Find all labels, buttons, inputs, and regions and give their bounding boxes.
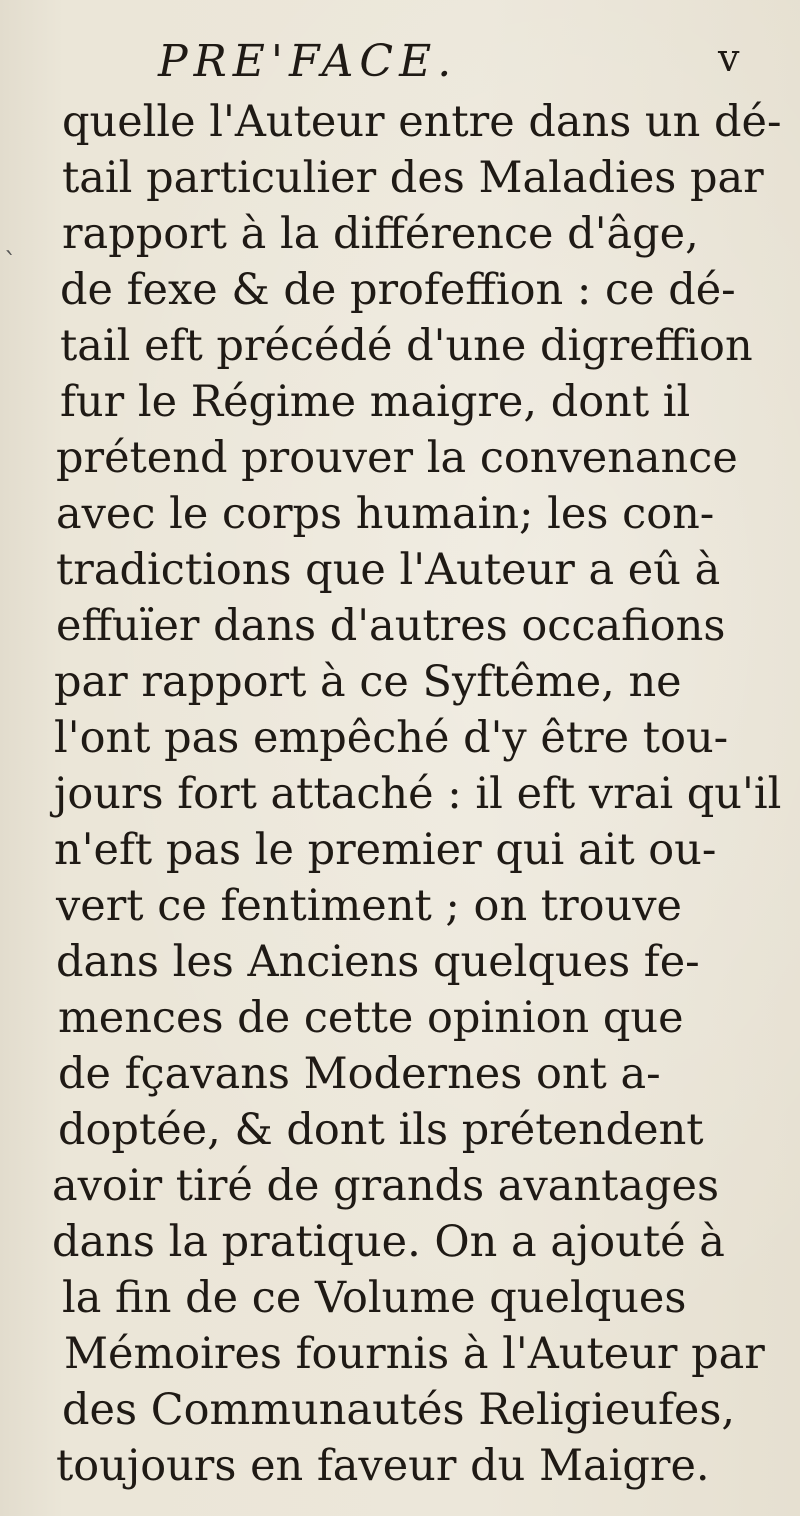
text-line-6: fur le Régime maigre, dont il bbox=[60, 377, 691, 427]
text-line-10: effuïer dans d'autres occafions bbox=[56, 601, 726, 651]
text-line-7: prétend prouver la convenance bbox=[56, 433, 738, 483]
text-line-22: la fin de ce Volume quelques bbox=[62, 1273, 687, 1323]
text-line-16: dans les Anciens quelques fe- bbox=[56, 937, 700, 987]
text-line-4: de fexe & de profeffion : ce dé- bbox=[60, 265, 736, 315]
text-line-2: tail particulier des Maladies par bbox=[62, 153, 764, 203]
running-head-title: PRE'FACE. bbox=[158, 36, 458, 87]
page-number: v bbox=[718, 36, 740, 80]
text-line-13: jours fort attaché : il eft vrai qu'il bbox=[54, 769, 782, 819]
text-line-25: toujours en faveur du Maigre. bbox=[56, 1441, 710, 1491]
running-head bbox=[158, 36, 798, 96]
text-line-5: tail eft précédé d'une digreffion bbox=[60, 321, 753, 371]
text-line-18: de fçavans Modernes ont a- bbox=[58, 1049, 661, 1099]
text-line-17: mences de cette opinion que bbox=[58, 993, 684, 1043]
text-line-12: l'ont pas empêché d'y être tou- bbox=[54, 713, 729, 763]
margin-mark: ` bbox=[4, 248, 17, 278]
text-line-8: avec le corps humain; les con- bbox=[56, 489, 715, 539]
text-line-9: tradictions que l'Auteur a eû à bbox=[56, 545, 721, 595]
text-line-21: dans la pratique. On a ajouté à bbox=[52, 1217, 725, 1267]
text-line-11: par rapport à ce Syftême, ne bbox=[54, 657, 682, 707]
text-line-15: vert ce fentiment ; on trouve bbox=[56, 881, 682, 931]
text-line-19: doptée, & dont ils prétendent bbox=[58, 1105, 704, 1155]
text-line-20: avoir tiré de grands avantages bbox=[52, 1161, 720, 1211]
text-line-14: n'eft pas le premier qui ait ou- bbox=[54, 825, 717, 875]
text-line-23: Mémoires fournis à l'Auteur par bbox=[64, 1329, 765, 1379]
text-line-24: des Communautés Religieufes, bbox=[62, 1385, 736, 1435]
text-line-1: quelle l'Auteur entre dans un dé- bbox=[62, 97, 782, 147]
text-line-3: rapport à la différence d'âge, bbox=[62, 209, 699, 259]
